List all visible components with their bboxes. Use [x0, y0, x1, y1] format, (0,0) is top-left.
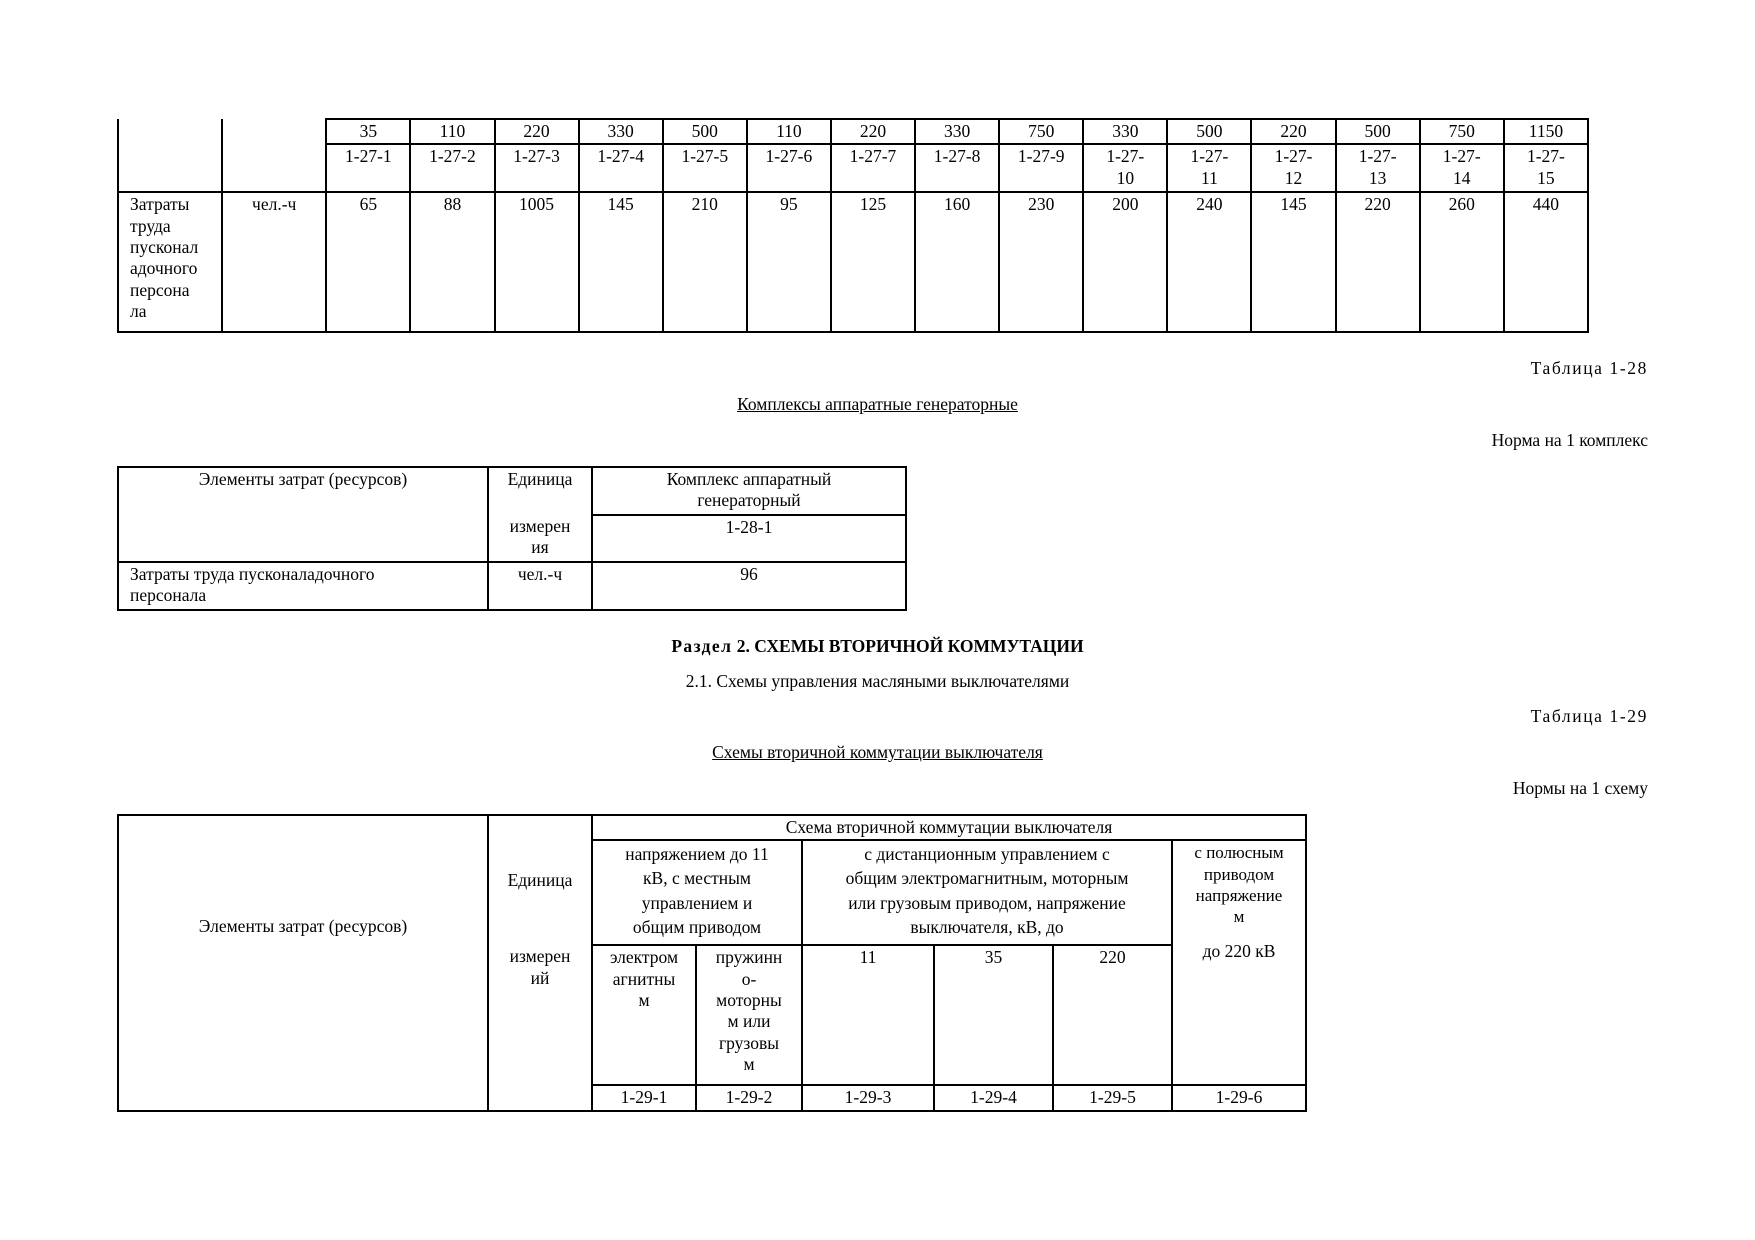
code-cell: 1-27- 15 [1504, 144, 1588, 192]
group-local-control: напряжением до 11 кВ, с местным управлением и общим приводом [592, 840, 802, 945]
voltage-cell: 330 [915, 119, 999, 144]
code-cell: 1-27-9 [999, 144, 1083, 192]
voltage-cell: 110 [747, 119, 831, 144]
value-cell: 125 [831, 192, 915, 332]
value-cell: 260 [1420, 192, 1504, 332]
voltage-cell: 500 [1336, 119, 1420, 144]
table-1-28-norm: Норма на 1 комплекс [1491, 430, 1648, 450]
voltage-cell: 35 [326, 119, 410, 144]
value-cell: 145 [579, 192, 663, 332]
section-title: 2. СХЕМЫ ВТОРИЧНОЙ КОММУТАЦИИ [732, 636, 1084, 656]
voltage-cell: 330 [579, 119, 663, 144]
code-cell: 1-27-4 [579, 144, 663, 192]
code-cell: 1-28-1 [592, 515, 906, 562]
code-cell: 1-27- 11 [1167, 144, 1251, 192]
voltage-cell: 750 [1420, 119, 1504, 144]
section-prefix: Раздел [671, 636, 733, 656]
sub-spring-motor: пружинн о- моторны м или грузовы м [696, 945, 802, 1085]
value-cell: 220 [1336, 192, 1420, 332]
sub-220: 220 [1053, 945, 1172, 1085]
group-pole-drive [1172, 840, 1306, 1085]
table-1-29-empty-cell [118, 1085, 488, 1110]
table-1-28-title: Комплексы аппаратные генераторные [737, 394, 1018, 414]
code-cell: 1-27-2 [410, 144, 494, 192]
code-cell: 1-29-6 [1172, 1085, 1306, 1110]
sub-electromagnetic: электром агнитны м [592, 945, 696, 1085]
header-unit-top: Единица [488, 467, 592, 515]
header-unit-top: Единица [488, 815, 592, 945]
table-1-27-code-row [118, 144, 1588, 192]
table-1-28-number: Таблица 1-28 [1530, 358, 1648, 378]
value-cell: 96 [592, 562, 906, 610]
value-cell: 160 [915, 192, 999, 332]
code-cell: 1-27-3 [495, 144, 579, 192]
code-cell: 1-27-6 [747, 144, 831, 192]
voltage-cell: 220 [831, 119, 915, 144]
row-unit: чел.-ч [222, 192, 326, 332]
code-cell: 1-27-5 [663, 144, 747, 192]
table-1-27-voltage-row [118, 119, 1588, 144]
code-cell: 1-29-5 [1053, 1085, 1172, 1110]
table-1-28 [117, 466, 907, 611]
row-label: Затраты труда пусконаладочного персонала [118, 562, 488, 610]
header-unit-bottom: измерен ия [488, 515, 592, 562]
value-cell: 88 [410, 192, 494, 332]
row-label: Затраты труда пусконал адочного персона ла [118, 192, 222, 332]
sub-35: 35 [934, 945, 1053, 1085]
group-pole-drive-text: с полюсным приводом напряжение м [1194, 843, 1284, 927]
voltage-cell: 1150 [1504, 119, 1588, 144]
value-cell: 230 [999, 192, 1083, 332]
value-cell: 210 [663, 192, 747, 332]
value-cell: 65 [326, 192, 410, 332]
table-1-27-continuation [117, 118, 1589, 333]
voltage-cell: 500 [663, 119, 747, 144]
table-1-29-norm: Нормы на 1 схему [1512, 778, 1648, 798]
row-unit: чел.-ч [488, 562, 592, 610]
code-cell: 1-27- 12 [1251, 144, 1335, 192]
code-cell: 1-27-7 [831, 144, 915, 192]
value-cell: 200 [1083, 192, 1167, 332]
value-cell: 440 [1504, 192, 1588, 332]
code-cell: 1-27-8 [915, 144, 999, 192]
header-elements: Элементы затрат (ресурсов) [118, 467, 488, 562]
section-heading [0, 636, 1755, 657]
code-cell: 1-27- 13 [1336, 144, 1420, 192]
table-1-29-title: Схемы вторичной коммутации выключателя [712, 742, 1043, 762]
table-1-29-empty-cell [488, 1085, 592, 1110]
code-cell: 1-29-4 [934, 1085, 1053, 1110]
code-cell: 1-27- 14 [1420, 144, 1504, 192]
section-subtitle: 2.1. Схемы управления масляными выключателями [685, 671, 1070, 691]
voltage-cell: 750 [999, 119, 1083, 144]
value-cell: 145 [1251, 192, 1335, 332]
voltage-cell: 110 [410, 119, 494, 144]
voltage-cell: 500 [1167, 119, 1251, 144]
table-1-27-empty-cell [222, 119, 326, 192]
code-cell: 1-29-1 [592, 1085, 696, 1110]
header-complex: Комплекс аппаратный генераторный [592, 467, 906, 515]
voltage-cell: 330 [1083, 119, 1167, 144]
sub-pole: до 220 кВ [1202, 941, 1276, 962]
value-cell: 1005 [495, 192, 579, 332]
table-1-29-number: Таблица 1-29 [1530, 706, 1648, 726]
header-unit-bottom: измерен ий [488, 945, 592, 1085]
header-scheme: Схема вторичной коммутации выключателя [592, 815, 1306, 840]
code-cell: 1-27-1 [326, 144, 410, 192]
voltage-cell: 220 [495, 119, 579, 144]
code-cell: 1-27- 10 [1083, 144, 1167, 192]
group-remote-control: с дистанционным управлением с общим электромагнитным, моторным или грузовым приводом, напряжение выключателя, кВ, до [802, 840, 1172, 945]
header-elements: Элементы затрат (ресурсов) [118, 815, 488, 1085]
value-cell: 95 [747, 192, 831, 332]
value-cell: 240 [1167, 192, 1251, 332]
voltage-cell: 220 [1251, 119, 1335, 144]
table-1-27-empty-cell [118, 119, 222, 192]
code-cell: 1-29-3 [802, 1085, 934, 1110]
sub-11: 11 [802, 945, 934, 1085]
table-1-29 [117, 814, 1307, 1112]
table-1-27-labor-row [118, 192, 1588, 332]
code-cell: 1-29-2 [696, 1085, 802, 1110]
